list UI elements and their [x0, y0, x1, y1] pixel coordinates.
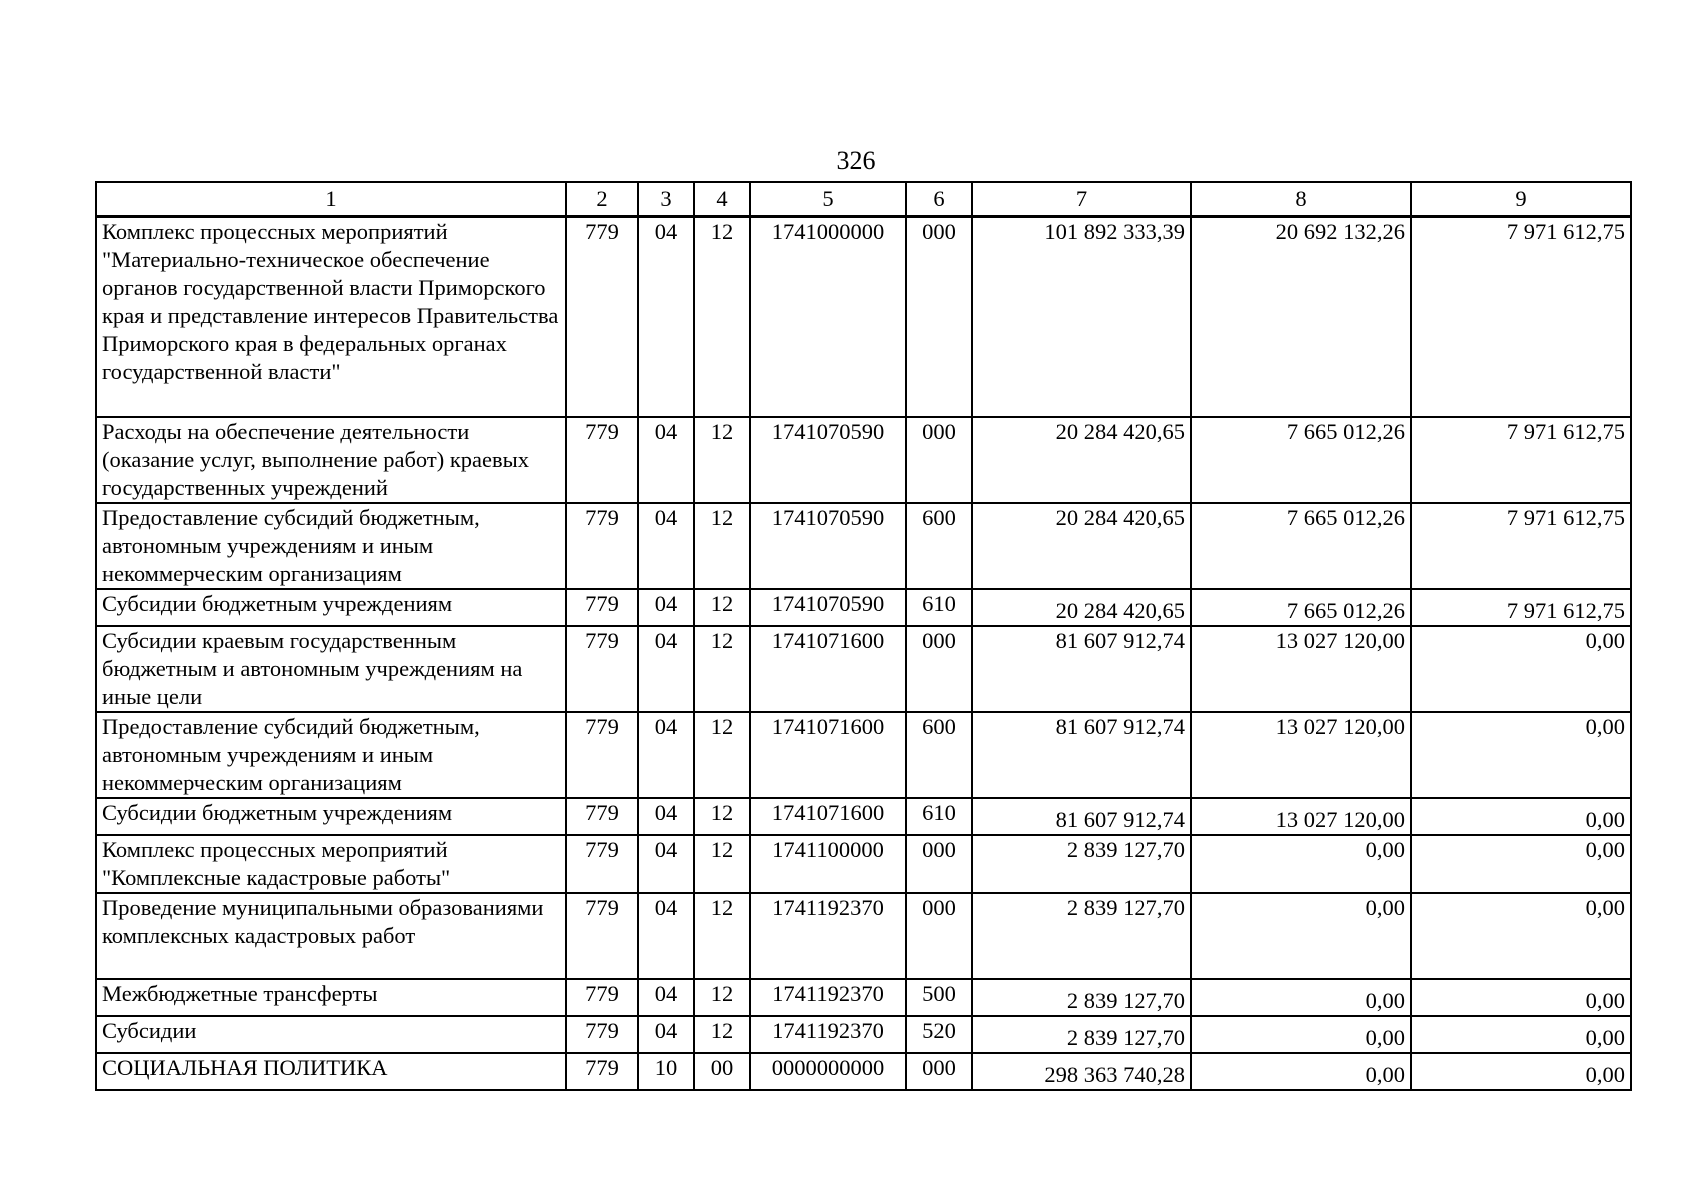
- row-col-2: 779: [566, 893, 638, 979]
- row-col-6: 000: [906, 417, 972, 503]
- row-name: Предоставление субсидий бюджетным, автономным учреждениям и иным некоммерческим организациям: [96, 712, 566, 798]
- row-col-4: 12: [694, 503, 750, 589]
- row-name: СОЦИАЛЬНАЯ ПОЛИТИКА: [96, 1053, 566, 1090]
- column-header-2: 2: [566, 182, 638, 217]
- row-name: Расходы на обеспечение деятельности (оказание услуг, выполнение работ) краевых государственных учреждений: [96, 417, 566, 503]
- row-name: Проведение муниципальными образованиями комплексных кадастровых работ: [96, 893, 566, 979]
- row-col-9: 0,00: [1411, 712, 1631, 798]
- row-col-3: 04: [638, 217, 694, 418]
- row-col-2: 779: [566, 979, 638, 1016]
- row-col-8: 13 027 120,00: [1191, 798, 1411, 835]
- row-col-5: 1741070590: [750, 417, 906, 503]
- row-col-9: 0,00: [1411, 979, 1631, 1016]
- table-row: [96, 417, 1631, 503]
- column-header-8: 8: [1191, 182, 1411, 217]
- table-body: [96, 217, 1631, 1091]
- row-col-4: 12: [694, 835, 750, 893]
- row-col-2: 779: [566, 1016, 638, 1053]
- table-row: [96, 893, 1631, 979]
- row-col-9: 0,00: [1411, 893, 1631, 979]
- row-col-8: 13 027 120,00: [1191, 626, 1411, 712]
- row-col-7: 298 363 740,28: [972, 1053, 1191, 1090]
- row-col-9: 7 971 612,75: [1411, 217, 1631, 418]
- table-row: [96, 626, 1631, 712]
- table-row: [96, 1053, 1631, 1090]
- row-name: Комплекс процессных мероприятий "Комплексные кадастровые работы": [96, 835, 566, 893]
- row-col-9: 0,00: [1411, 626, 1631, 712]
- row-col-8: 20 692 132,26: [1191, 217, 1411, 418]
- row-col-6: 000: [906, 893, 972, 979]
- column-header-1: 1: [96, 182, 566, 217]
- row-col-7: 81 607 912,74: [972, 712, 1191, 798]
- column-header-3: 3: [638, 182, 694, 217]
- row-col-8: 0,00: [1191, 979, 1411, 1016]
- row-col-5: 1741192370: [750, 1016, 906, 1053]
- row-col-4: 12: [694, 979, 750, 1016]
- row-col-7: 20 284 420,65: [972, 417, 1191, 503]
- row-col-7: 2 839 127,70: [972, 979, 1191, 1016]
- row-col-5: 1741071600: [750, 626, 906, 712]
- row-col-5: 1741100000: [750, 835, 906, 893]
- row-col-3: 04: [638, 503, 694, 589]
- row-col-7: 20 284 420,65: [972, 589, 1191, 626]
- row-col-3: 10: [638, 1053, 694, 1090]
- row-col-6: 610: [906, 798, 972, 835]
- row-col-7: 101 892 333,39: [972, 217, 1191, 418]
- row-col-5: 1741192370: [750, 979, 906, 1016]
- row-name: Субсидии бюджетным учреждениям: [96, 589, 566, 626]
- row-col-6: 610: [906, 589, 972, 626]
- row-col-6: 000: [906, 217, 972, 418]
- row-col-6: 000: [906, 1053, 972, 1090]
- row-col-2: 779: [566, 712, 638, 798]
- budget-table: [95, 181, 1632, 1091]
- row-col-6: 000: [906, 835, 972, 893]
- row-col-3: 04: [638, 626, 694, 712]
- row-col-2: 779: [566, 503, 638, 589]
- row-col-5: 1741192370: [750, 893, 906, 979]
- row-col-2: 779: [566, 417, 638, 503]
- row-col-3: 04: [638, 893, 694, 979]
- row-col-7: 2 839 127,70: [972, 835, 1191, 893]
- table-row: [96, 979, 1631, 1016]
- table-row: [96, 1016, 1631, 1053]
- row-col-4: 12: [694, 626, 750, 712]
- row-col-6: 500: [906, 979, 972, 1016]
- table-row: [96, 503, 1631, 589]
- table-header: [96, 182, 1631, 217]
- row-col-3: 04: [638, 798, 694, 835]
- row-col-3: 04: [638, 835, 694, 893]
- row-col-8: 7 665 012,26: [1191, 417, 1411, 503]
- row-col-8: 13 027 120,00: [1191, 712, 1411, 798]
- row-col-4: 12: [694, 1016, 750, 1053]
- row-name: Субсидии краевым государственным бюджетным и автономным учреждениям на иные цели: [96, 626, 566, 712]
- row-name: Комплекс процессных мероприятий "Материально-техническое обеспечение органов государственной власти Приморского края и представление интересов Правительства Приморского края в федеральных органах государственной власти": [96, 217, 566, 418]
- row-col-6: 520: [906, 1016, 972, 1053]
- row-col-3: 04: [638, 589, 694, 626]
- row-col-2: 779: [566, 1053, 638, 1090]
- row-col-8: 0,00: [1191, 1053, 1411, 1090]
- row-col-5: 0000000000: [750, 1053, 906, 1090]
- column-header-6: 6: [906, 182, 972, 217]
- table-row: [96, 217, 1631, 418]
- row-col-5: 1741070590: [750, 589, 906, 626]
- row-col-8: 7 665 012,26: [1191, 589, 1411, 626]
- row-col-2: 779: [566, 217, 638, 418]
- row-col-2: 779: [566, 835, 638, 893]
- row-col-7: 2 839 127,70: [972, 893, 1191, 979]
- row-col-5: 1741071600: [750, 798, 906, 835]
- row-col-7: 2 839 127,70: [972, 1016, 1191, 1053]
- row-col-3: 04: [638, 1016, 694, 1053]
- row-col-9: 7 971 612,75: [1411, 589, 1631, 626]
- row-col-8: 0,00: [1191, 835, 1411, 893]
- page-number: 326: [836, 146, 876, 175]
- row-col-7: 20 284 420,65: [972, 503, 1191, 589]
- row-col-2: 779: [566, 626, 638, 712]
- row-col-9: 0,00: [1411, 835, 1631, 893]
- row-col-6: 600: [906, 503, 972, 589]
- row-col-4: 00: [694, 1053, 750, 1090]
- table-row: [96, 835, 1631, 893]
- row-col-4: 12: [694, 798, 750, 835]
- row-col-2: 779: [566, 798, 638, 835]
- row-col-5: 1741070590: [750, 503, 906, 589]
- row-name: Межбюджетные трансферты: [96, 979, 566, 1016]
- row-col-6: 000: [906, 626, 972, 712]
- row-col-3: 04: [638, 417, 694, 503]
- row-col-9: 7 971 612,75: [1411, 503, 1631, 589]
- row-name: Предоставление субсидий бюджетным, автономным учреждениям и иным некоммерческим организациям: [96, 503, 566, 589]
- row-name: Субсидии: [96, 1016, 566, 1053]
- row-col-5: 1741071600: [750, 712, 906, 798]
- row-col-8: 0,00: [1191, 893, 1411, 979]
- table-row: [96, 798, 1631, 835]
- row-col-8: 7 665 012,26: [1191, 503, 1411, 589]
- column-header-9: 9: [1411, 182, 1631, 217]
- row-col-4: 12: [694, 589, 750, 626]
- row-col-7: 81 607 912,74: [972, 626, 1191, 712]
- row-col-2: 779: [566, 589, 638, 626]
- row-col-4: 12: [694, 893, 750, 979]
- row-col-9: 0,00: [1411, 1053, 1631, 1090]
- column-header-5: 5: [750, 182, 906, 217]
- row-name: Субсидии бюджетным учреждениям: [96, 798, 566, 835]
- row-col-7: 81 607 912,74: [972, 798, 1191, 835]
- row-col-9: 0,00: [1411, 1016, 1631, 1053]
- column-header-7: 7: [972, 182, 1191, 217]
- table-row: [96, 589, 1631, 626]
- row-col-3: 04: [638, 979, 694, 1016]
- row-col-3: 04: [638, 712, 694, 798]
- row-col-8: 0,00: [1191, 1016, 1411, 1053]
- table-row: [96, 712, 1631, 798]
- row-col-5: 1741000000: [750, 217, 906, 418]
- column-header-4: 4: [694, 182, 750, 217]
- row-col-4: 12: [694, 417, 750, 503]
- row-col-4: 12: [694, 217, 750, 418]
- row-col-9: 7 971 612,75: [1411, 417, 1631, 503]
- row-col-4: 12: [694, 712, 750, 798]
- row-col-6: 600: [906, 712, 972, 798]
- row-col-9: 0,00: [1411, 798, 1631, 835]
